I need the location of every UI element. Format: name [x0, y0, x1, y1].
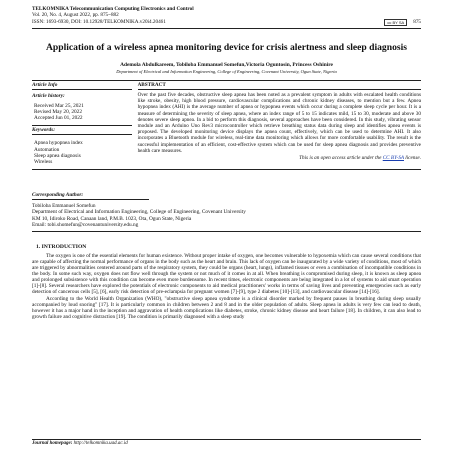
- corresponding-author-block: [32, 203, 421, 229]
- accepted-date: Accepted Jun 01, 2022: [34, 115, 83, 122]
- keywords-heading: Keywords:: [32, 125, 132, 135]
- license-link[interactable]: CC BY-SA: [382, 155, 404, 162]
- corresponding-dept: Department of Electrical and Information Engineering, College of Engineering, Covenant University: [32, 209, 246, 216]
- keyword: Sleep apnea diagnosis: [34, 153, 81, 160]
- corresponding-email[interactable]: Email: tobi.shomefun@covenantuniversity.edu.ng: [32, 222, 139, 229]
- article-info-table: [32, 80, 421, 170]
- paper-title: Application of a wireless apnea monitoring device for crisis alertness and sleep diagnosis: [45, 41, 407, 53]
- journal-name: TELKOMNIKA Telecommunication Computing Electronics and Control: [32, 6, 194, 12]
- abstract-text: Over the past five decades, obstructive sleep apnea has been noted as a prevalent symptom in adults with escalated health conditions like stroke, obesity, high blood pressure, cardiovascular complications and chronic kidney diseases, to mention but a few. Apnea hypopnea index (AHI) is the average number of apnea or hypopnea events which occur during a complete sleep cycle per hour. It is a measure of determining the severity of sleep apnea, where an index range of 5 to 15 indicates mild, 15 to 30, moderate and above 30 denotes severe sleep apnea. In a bid to perform this diagnosis, several approaches have been considered. In this study, vibrating sensor module and an Arduino Uno Rev3 microcontroller which retrieve breathing status data during sleep and identifies apnea events is proposed. The developed monitoring device displays the apnea count, effectively, which can be used to determine AHI. It also incorporates a Bluetooth module for wireless, real-time data monitoring which allows for more comfortable usability. The result is the successful implementation of an efficient, cost-effective system which can be used for sleep apnea diagnosis and provides preventive health care measures.: [137, 92, 421, 154]
- keyword: Wireless: [34, 159, 53, 166]
- issn-row: [32, 19, 421, 26]
- keywords-list: [32, 135, 132, 169]
- article-info-column: [32, 81, 132, 169]
- journal-issn: ISSN: 1693-6930, DOI: 10.12928/TELKOMNIKA.v20i4.20461: [32, 19, 166, 26]
- footer-label: Journal homepage:: [32, 441, 73, 446]
- introduction-body: [32, 253, 421, 321]
- keyword: Apnea hypopnea index: [34, 140, 83, 147]
- intro-paragraph: According to the World Health Organization (WHO), "obstructive sleep apnea syndrome is a clinical disorder marked by frequent pauses in breathing during sleep usually accompanied by loud snoring" [17]. It is particularly common in children between 2 and 8 and in the older population of adults. Sleep apnea in adults is very few can lead to death, however it has a major hand in the inception and aggravation of health complications like diabetes, stroke, chronic kidney disease and heart failure [18]. In children, it can also lead to growth failure and cognitive distraction [19]. The condition is primarily diagnosed with a sleep study: [32, 295, 421, 321]
- page-number: 875: [413, 19, 421, 26]
- revised-date: Revised May 20, 2022: [34, 109, 82, 116]
- cc-license-badge: cc BY SA: [384, 19, 407, 26]
- journal-volume: Vol. 20, No. 4, August 2022, pp. 875~882: [32, 12, 119, 19]
- abstract-column: [132, 81, 421, 169]
- journal-header: [32, 6, 421, 19]
- license-line: This is an open access article under the CC BY-SA license.: [299, 155, 421, 162]
- received-date: Received Mar 25, 2021: [34, 102, 84, 109]
- abstract-heading: ABSTRACT: [138, 81, 421, 90]
- footer-url[interactable]: http://telkomnika.uad.ac.id: [73, 441, 128, 446]
- article-info-heading: Article Info: [32, 81, 132, 90]
- history-heading: Article history:: [32, 93, 65, 100]
- corresponding-name: Tobiloba Emmanuel Somefun: [32, 202, 96, 209]
- intro-paragraph: The oxygen is one of the essential elements for human existence. Without proper intake of oxygen, one becomes vulnerable to hypoxemia which can cause several conditions that are capable of affecting the normal performance of organs in the body such as the heart and brain. This lack of oxygen can be inaugurated by a wide variety of conditions, most of which are triggered by abnormalities centered around parts of the respiratory system, they could be organs (heart, lungs), inflamed tissues or even a combination of incompatible conditions in the body. In some such way, oxygen does not flow well through the system or not much of it comes in at all. When breathing is compromised during sleep, it is known as sleep apnea and prolonged subsistence with this condition can become even more burdensome. In recent times, electronic components are being integrated in a lot of systems to aid smart operation [1]-[8]. Several researchers have explored the potentials of electronic components to aid medical practitioners' works in terms of saving lives and preventing emergencies such as early detection of cancerous cells [5], [6], early risk detection of pre-eclampsia for pregnant women [7]-[9], type 2 diabetes [10]-[13], and cardiovascular disease [14]-[16].: [32, 252, 421, 296]
- corresponding-address: KM 10, Idiroko Road, Canaan land, P.M.B. 1023, Ota, Ogun State, Nigeria: [32, 215, 192, 222]
- introduction-heading: 1. INTRODUCTION: [36, 243, 87, 250]
- corresponding-rule: [32, 231, 421, 232]
- keyword: Automation: [34, 146, 60, 153]
- page-footer: [32, 439, 421, 447]
- paper-affiliation: Department of Electrical and Information Engineering, College of Engineering, Covenant University, Ogun State, Nigeria: [116, 68, 337, 74]
- header-rule: [32, 28, 421, 29]
- corresponding-heading: Corresponding Author:: [32, 192, 149, 200]
- paper-authors: Ademola Abdulkareem, Tobiloba Emmanuel Somefun,Victoria Oguntosin, Princess Oshinire: [120, 61, 333, 68]
